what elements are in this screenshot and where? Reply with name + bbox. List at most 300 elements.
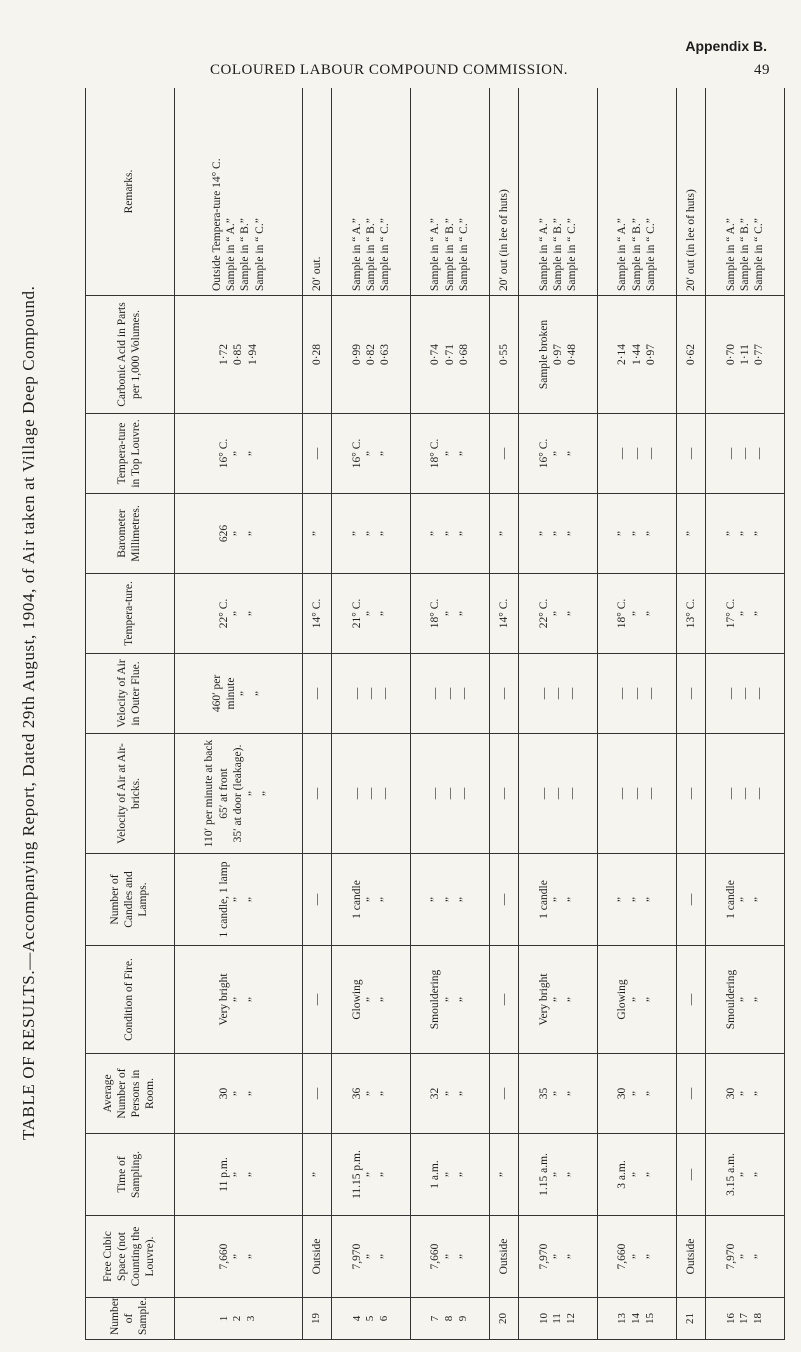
cell-line: 1·94 [246,343,259,366]
table-cell [411,88,490,296]
table-cell [175,88,303,296]
cell-line: ” [738,610,751,617]
cell-line: — [458,787,471,800]
table-cell [332,1216,411,1298]
table-cell [302,414,332,494]
cell-line: 1 candle [350,880,363,919]
cell-line: — [364,787,377,800]
column-header: Number of Candles and Lamps. [86,854,175,946]
table-cell [676,946,706,1054]
table-cell [597,1134,676,1216]
cell-line: 1.15 a.m. [537,1153,550,1196]
column-header: Remarks. [86,88,175,296]
cell-line: 15 [643,1313,656,1324]
cell-line: 11 p.m. [217,1157,230,1192]
table-cell [676,854,706,946]
cell-line: Sample in “ B.” [239,218,252,291]
table-cell [302,654,332,734]
cell-line: ” [738,896,751,903]
cell-line: ” [738,530,751,537]
cell-line: ” [644,610,657,617]
column-header: Tempera-ture in Top Louvre. [86,414,175,494]
cell-line: ” [566,1253,579,1260]
table-cell [302,296,332,414]
cell-line: ” [443,1171,456,1178]
table-cell [411,1216,490,1298]
table-cell [519,574,598,654]
cell-line: ” [551,996,564,1003]
cell-line: 12 [565,1313,577,1324]
cell-line: — [310,1087,323,1100]
cell-line: — [684,1168,697,1181]
cell-line: ” [310,530,323,537]
table-cell [597,1054,676,1134]
cell-line: — [684,893,697,906]
page-title: COLOURED LABOUR COMPOUND COMMISSION. [210,62,569,78]
table-title: TABLE OF RESULTS.—Accompanying Report, Dated 29th August, 1904, of Air taken at Village Deep Compound. [19,285,38,1141]
cell-line: ” [443,450,456,457]
cell-line: 0·62 [684,343,697,366]
cell-line: — [630,687,643,700]
table-cell [706,654,785,734]
cell-line: ” [458,610,471,617]
table-cell [706,574,785,654]
table-cell [519,494,598,574]
cell-line: ” [246,610,259,617]
cell-line: 7,970 [724,1243,737,1270]
cell-line: ” [232,896,245,903]
table-cell [489,88,519,296]
cell-line: 1 [217,1315,230,1322]
cell-line: ” [364,996,377,1003]
cell-line: — [753,687,766,700]
cell-line: ” [644,1171,657,1178]
table-cell [676,1298,706,1340]
table-cell [175,1054,303,1134]
cell-line: — [724,687,737,700]
cell-line: 16° C. [217,438,230,469]
cell-line: ” [630,530,643,537]
cell-line: ” [551,1171,564,1178]
cell-line: ” [443,1253,456,1260]
cell-line: 1·72 [217,343,230,366]
table-cell [706,946,785,1054]
cell-line: Sample in “ A.” [616,218,629,291]
cell-line: 16° C. [350,438,363,469]
cell-line: — [350,787,363,800]
cell-line: — [753,447,766,460]
table-body [175,88,785,1340]
cell-line: ” [458,1090,471,1097]
cell-line: 30 [616,1087,629,1100]
cell-line: 7,970 [537,1243,550,1270]
cell-line: Sample in “ B.” [443,218,456,291]
cell-line: 3.15 a.m. [724,1153,737,1196]
cell-line: ” [253,690,266,697]
cell-line: ” [364,530,377,537]
column-header: Tempera-ture. [86,574,175,654]
table-cell [676,296,706,414]
cell-line: ” [566,610,579,617]
cell-line: 0·99 [350,343,363,366]
cell-line: 20′ out (in lee of huts) [684,189,697,291]
cell-line: ” [443,996,456,1003]
cell-line: ” [458,996,471,1003]
cell-line: — [630,787,643,800]
cell-line: ” [753,1171,766,1178]
cell-line: 11.15 p.m. [350,1150,363,1199]
table-cell [706,734,785,854]
cell-line: 20′ out (in lee of huts) [497,189,510,291]
table-cell [411,946,490,1054]
cell-line: ” [458,1171,471,1178]
cell-line: 16 [724,1313,737,1324]
column-header: Barometer Millimetres. [86,494,175,574]
table-cell [175,654,303,734]
table-cell [332,734,411,854]
cell-line: — [429,687,442,700]
table-cell [175,296,303,414]
cell-line: 3 [245,1315,258,1322]
table-cell [175,1216,303,1298]
cell-line: 0·48 [566,343,579,366]
table-cell [519,946,598,1054]
table-cell [676,654,706,734]
cell-line: ” [443,1090,456,1097]
cell-line: 1·11 [738,344,751,365]
cell-line: ” [246,1090,259,1097]
cell-line: ” [738,1253,751,1260]
cell-line: ” [246,896,259,903]
table-cell [302,88,332,296]
cell-line: 2·14 [616,343,629,366]
cell-line: 4 [350,1315,363,1322]
cell-line: ” [551,1090,564,1097]
cell-line: Sample in “ A.” [537,218,550,291]
cell-line: — [616,787,629,800]
table-cell [597,946,676,1054]
column-header: Time of Sampling. [86,1134,175,1216]
cell-line: Outside [497,1238,510,1275]
cell-line: ” [379,450,392,457]
table-cell [332,574,411,654]
table-cell [519,734,598,854]
cell-line: 0·97 [551,343,564,366]
table-cell [597,854,676,946]
cell-line: ” [310,1171,323,1178]
cell-line: 0·74 [429,343,442,366]
table-cell [411,1298,490,1340]
cell-line: Smouldering [429,969,442,1030]
table-cell [411,494,490,574]
cell-line: 20′ out. [310,256,323,291]
cell-line: 460′ per minute [210,674,237,713]
cell-line: Very bright [537,973,550,1026]
cell-line: ” [630,896,643,903]
table-cell [597,734,676,854]
table-cell [489,1054,519,1134]
table-cell [411,574,490,654]
cell-line: 30 [217,1087,230,1100]
cell-line: — [738,787,751,800]
table-cell [489,296,519,414]
cell-line: ” [364,1253,377,1260]
table-cell [489,494,519,574]
rotated-table [85,88,785,1340]
appendix-label: Appendix B. [685,38,767,54]
table-cell [332,296,411,414]
cell-line: ” [364,1090,377,1097]
cell-line: ” [364,450,377,457]
table-cell [489,1134,519,1216]
column-header: Velocity of Air in Outer Flue. [86,654,175,734]
cell-line: Sample in “ A.” [350,218,363,291]
cell-line: ” [724,530,737,537]
table-cell [519,1134,598,1216]
cell-line: Outside [310,1238,323,1275]
cell-line: ” [443,610,456,617]
column-header: Free Cubic Space (not Counting the Louvre). [86,1216,175,1298]
table-cell [676,574,706,654]
table-cell [489,1298,519,1340]
table-cell [489,946,519,1054]
table-cell [175,946,303,1054]
cell-line: — [310,787,323,800]
table-row [519,88,598,1340]
cell-line: 10 [537,1313,550,1324]
cell-line: 17 [738,1313,751,1324]
table-cell [706,494,785,574]
cell-line: — [350,687,363,700]
cell-line: ” [630,1253,643,1260]
cell-line: 18° C. [429,438,442,469]
cell-line: ” [566,1171,579,1178]
cell-line: — [684,687,697,700]
cell-line: Sample in “ B.” [364,218,377,291]
cell-line: 11 [551,1313,564,1324]
cell-line: — [566,787,579,800]
table-cell [411,296,490,414]
table-cell [597,1216,676,1298]
cell-line: ” [458,530,471,537]
cell-line: ” [364,1171,377,1178]
cell-line: — [616,687,629,700]
cell-line: — [684,1087,697,1100]
cell-line: ” [246,790,259,797]
cell-line: — [310,893,323,906]
table-cell [676,1134,706,1216]
cell-line: — [364,687,377,700]
cell-line: 0·70 [724,343,737,366]
cell-line: 110′ per minute at back [203,739,216,848]
cell-line: ” [246,996,259,1003]
cell-line: — [724,447,737,460]
cell-line: 0·68 [458,343,471,366]
cell-line: ” [537,530,550,537]
table-cell [519,1298,598,1340]
cell-line: ” [458,450,471,457]
table-cell [302,946,332,1054]
cell-line: — [379,687,392,700]
table-cell [302,1054,332,1134]
cell-line: ” [443,896,456,903]
table-row [302,88,332,1340]
cell-line: ” [551,530,564,537]
cell-line: ” [429,530,442,537]
table-cell [706,88,785,296]
cell-line: 1 candle [537,880,550,919]
cell-line: ” [246,1253,259,1260]
table-cell [175,574,303,654]
cell-line: 35′ at door (leakage). [232,744,245,843]
cell-line: Sample in “ C.” [458,218,471,291]
table-cell [332,88,411,296]
cell-line: 1 candle [724,880,737,919]
cell-line: Sample broken [537,319,550,390]
cell-line: ” [364,610,377,617]
table-cell [332,1054,411,1134]
table-cell [489,414,519,494]
table-cell [302,854,332,946]
cell-line: Sample in “ C.” [253,218,266,291]
cell-line: 32 [429,1087,442,1100]
cell-line: ” [551,450,564,457]
cell-line: 36 [350,1087,363,1100]
table-cell [411,1134,490,1216]
cell-line: 14 [629,1313,642,1324]
header-row [86,88,175,1340]
table-cell [302,734,332,854]
table-cell [332,654,411,734]
cell-line: Glowing [350,979,363,1020]
cell-line: 0·85 [232,343,245,366]
table-cell [332,414,411,494]
cell-line: 17° C. [724,598,737,629]
results-table-area [85,88,785,1340]
cell-line: ” [738,1171,751,1178]
cell-line: ” [379,1253,392,1260]
cell-line: — [537,787,550,800]
cell-line: — [644,447,657,460]
cell-line: Sample in “ C.” [379,218,392,291]
cell-line: — [497,447,510,460]
cell-line: ” [497,1171,510,1178]
table-cell [489,1216,519,1298]
cell-line: ” [566,1090,579,1097]
table-row [175,88,303,1340]
cell-line: ” [566,530,579,537]
cell-line: — [310,447,323,460]
cell-line: Outside [684,1238,697,1275]
cell-line: Sample in “ A.” [429,218,442,291]
table-cell [411,854,490,946]
cell-line: 7 [429,1315,442,1322]
table-cell [489,654,519,734]
cell-line: ” [551,610,564,617]
cell-line: — [566,687,579,700]
cell-line: ” [246,530,259,537]
table-cell [175,414,303,494]
cell-line: ” [753,896,766,903]
cell-line: 1·44 [630,343,643,366]
cell-line: 7,660 [217,1243,230,1270]
cell-line: ” [738,996,751,1003]
cell-line: Outside Tempera-ture 14° C. [210,158,223,291]
cell-line: 0·63 [379,343,392,366]
cell-line: 0·77 [753,343,766,366]
cell-line: — [644,787,657,800]
table-cell [519,414,598,494]
cell-line: 7,660 [616,1243,629,1270]
cell-line: ” [232,530,245,537]
cell-line: ” [429,896,442,903]
cell-line: 0·82 [364,343,377,366]
table-cell [706,1134,785,1216]
cell-line: ” [566,896,579,903]
cell-line: ” [753,530,766,537]
cell-line: — [630,447,643,460]
cell-line: ” [644,1090,657,1097]
cell-line: ” [232,996,245,1003]
table-cell [676,1216,706,1298]
table-cell [597,414,676,494]
cell-line: — [497,893,510,906]
table-cell [706,1054,785,1134]
table-row [489,88,519,1340]
cell-line: 13° C. [684,598,697,629]
cell-line: Sample in “ C.” [644,218,657,291]
cell-line: ” [630,1171,643,1178]
cell-line: Sample in “ B.” [738,218,751,291]
cell-line: — [443,787,456,800]
table-cell [302,1134,332,1216]
column-header: Average Number of Persons in Room. [86,1054,175,1134]
cell-line: ” [379,610,392,617]
table-cell [175,1298,303,1340]
cell-line: — [443,687,456,700]
cell-line: ” [497,530,510,537]
table-cell [706,1216,785,1298]
cell-line: ” [379,1171,392,1178]
cell-line: Very bright [217,973,230,1026]
cell-line: ” [379,996,392,1003]
results-table [85,88,785,1340]
table-cell [175,734,303,854]
cell-line: 1 a.m. [429,1160,442,1189]
cell-line: Sample in “ A.” [224,218,237,291]
cell-line: 13 [616,1313,629,1324]
table-cell [332,854,411,946]
table-cell [175,1134,303,1216]
table-row [676,88,706,1340]
table-row [332,88,411,1340]
cell-line: ” [566,996,579,1003]
cell-line: 0·71 [443,343,456,366]
cell-line: Sample in “ B.” [551,218,564,291]
cell-line: 22° C. [217,598,230,629]
cell-line: ” [738,1090,751,1097]
table-cell [706,854,785,946]
table-cell [597,574,676,654]
cell-line: 14° C. [310,598,323,629]
table-cell [519,1216,598,1298]
cell-line: 1 candle, 1 lamp [217,861,230,938]
cell-line: 5 [364,1315,377,1322]
cell-line: ” [458,896,471,903]
table-cell [332,494,411,574]
cell-line: ” [443,530,456,537]
cell-line: 9 [456,1315,469,1322]
